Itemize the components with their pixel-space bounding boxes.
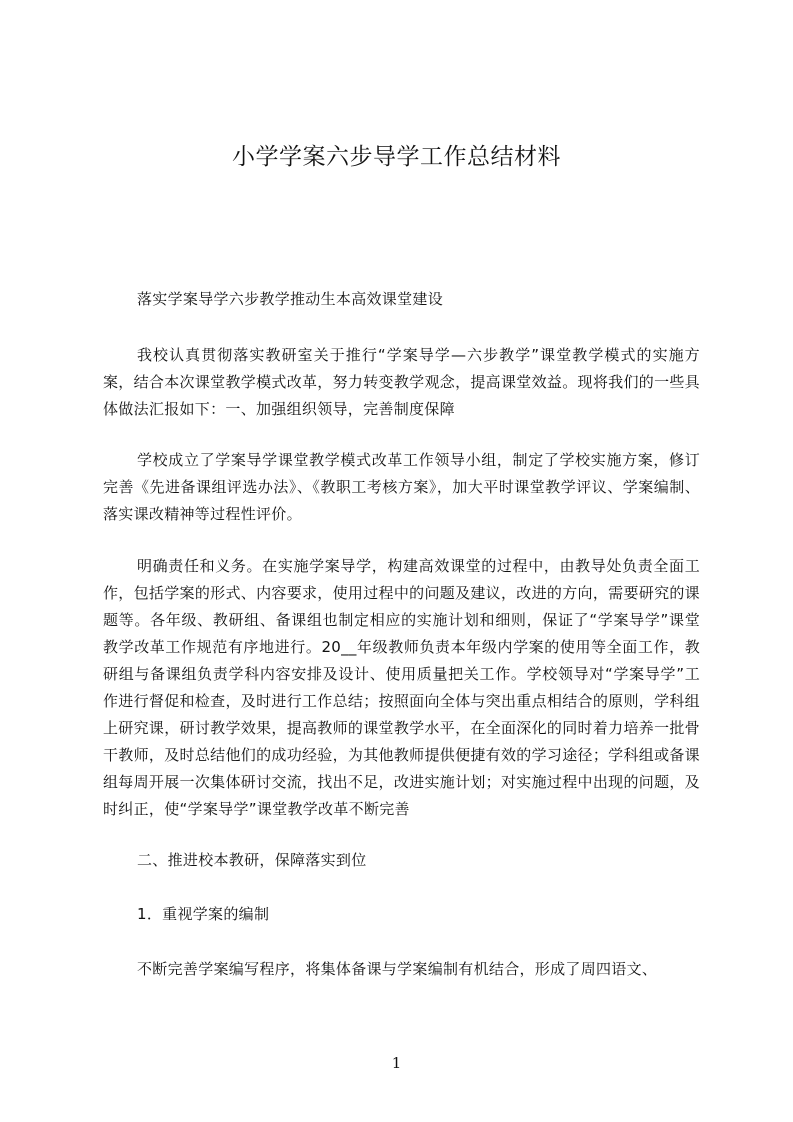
paragraph-responsibility: 明确责任和义务。在实施学案导学，构建高效课堂的过程中，由教导处负责全面工作，包括学案的形式、内容要求，使用过程中的问题及建议，改进的方向，需要研究的课题等。各年级、教研组、备课组也制定相应的实施计划和细则，保证了“学案导学”课堂教学改革工作规范有序地进行。20__年级教师负责本年级内学案的使用等全面工作，教研组与备课组负责学科内容安排及设计、使用质量把关工作。学校领导对“学案导学”工作进行督促和检查，及时进行工作总结；按照面向全体与突出重点相结合的原则，学科组上研究课，研讨教学效果，提高教师的课堂教学水平，在全面深化的同时着力培养一批骨干教师，及时总结他们的成功经验，为其他教师提供便捷有效的学习途径；学科组或备课组每周开展一次集体研讨交流，找出不足，改进实施计划；对实施过程中出现的问题，及时纠正，使“学案导学”课堂教学改革不断完善 (103, 557, 700, 818)
document-subtitle: 落实学案导学六步教学推动生本高效课堂建设 (137, 290, 444, 308)
paragraph-intro: 我校认真贯彻落实教研室关于推行“学案导学—六步教学”课堂教学模式的实施方案，结合本次课堂教学模式改革，努力转变教学观念，提高课堂效益。现将我们的一些具体做法汇报如下：一、加强组织领导，完善制度保障 (103, 346, 700, 418)
paragraph-leadership: 学校成立了学案导学课堂教学模式改革工作领导小组，制定了学校实施方案，修订完善《先进备课组评选办法》、《教职工考核方案》，加大平时课堂教学评议、学案编制、落实课改精神等过程性评价。 (103, 451, 700, 523)
section-heading: 二、推进校本教研，保障落实到位 (137, 851, 367, 869)
paragraph-lesson-plan: 不断完善学案编写程序，将集体备课与学案编制有机结合，形成了周四语文、 (137, 960, 658, 978)
page-number: 1 (391, 1054, 402, 1072)
document-title: 小学学案六步导学工作总结材料 (232, 144, 561, 170)
subsection-heading: 1．重视学案的编制 (137, 905, 270, 923)
